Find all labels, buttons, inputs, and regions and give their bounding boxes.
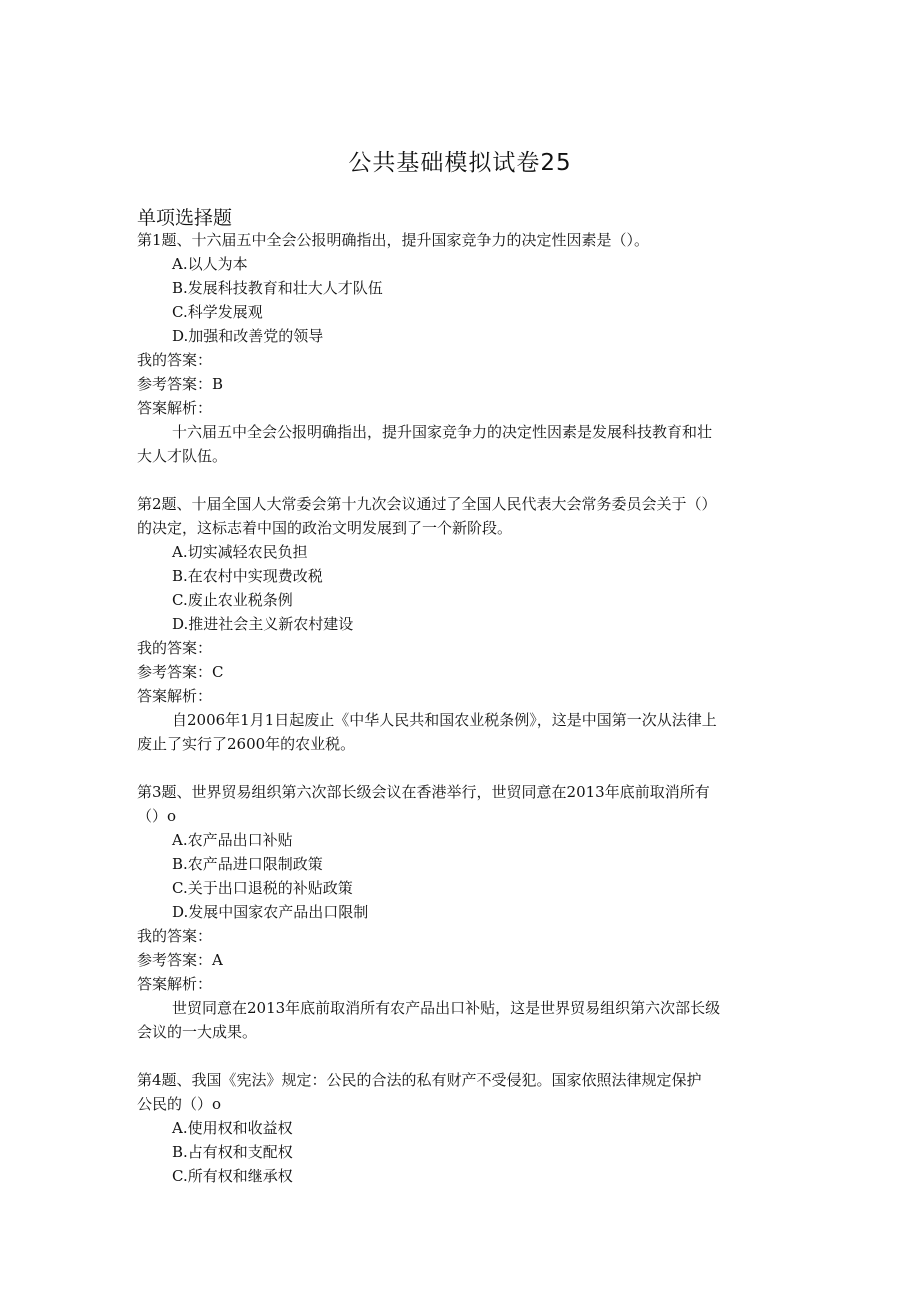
option-b: B.在农村中实现费改税 xyxy=(172,567,323,585)
page-title: 公共基础模拟试卷25 xyxy=(348,150,572,176)
explanation-text-cont: 会议的一大成果。 xyxy=(137,1023,258,1041)
my-answer-label: 我的答案： xyxy=(137,351,213,369)
explanation-label: 答案解析： xyxy=(137,399,213,417)
explanation-label: 答案解析： xyxy=(137,975,213,993)
reference-answer-value: B xyxy=(212,375,224,393)
explanation-text: 自2006年1月1日起废止《中华人民共和国农业税条例》，这是中国第一次从法律上 xyxy=(172,711,717,729)
question-list xyxy=(137,228,787,1212)
question-4 xyxy=(137,1068,787,1188)
reference-answer xyxy=(137,372,787,396)
reference-answer-label: 参考答案： xyxy=(137,663,213,681)
reference-answer xyxy=(137,660,787,684)
question-stem-cont: 的决定，这标志着中国的政治文明发展到了一个新阶段。 xyxy=(137,519,513,537)
reference-answer-label: 参考答案： xyxy=(137,375,213,393)
reference-answer-label: 参考答案： xyxy=(137,951,213,969)
option-c: C.科学发展观 xyxy=(172,303,263,321)
option-a: A.以人为本 xyxy=(172,255,248,273)
reference-answer xyxy=(137,948,787,972)
my-answer-label: 我的答案： xyxy=(137,927,213,945)
explanation-text-cont: 大人才队伍。 xyxy=(137,447,228,465)
question-stem: 第1题、十六届五中全会公报明确指出，提升国家竞争力的决定性因素是（）。 xyxy=(137,231,650,249)
option-d: D.推进社会主义新农村建设 xyxy=(172,615,354,633)
question-stem: 第4题、我国《宪法》规定：公民的合法的私有财产不受侵犯。国家依照法律规定保护 xyxy=(137,1071,702,1089)
explanation-label: 答案解析： xyxy=(137,687,213,705)
option-b: B.发展科技教育和壮大人才队伍 xyxy=(172,279,383,297)
reference-answer-value: C xyxy=(212,663,224,681)
question-stem: 第3题、世界贸易组织第六次部长级会议在香港举行，世贸同意在2013年底前取消所有 xyxy=(137,783,710,801)
question-stem-cont: （）o xyxy=(137,807,177,825)
option-a: A.切实减轻农民负担 xyxy=(172,543,308,561)
option-d: D.发展中国家农产品出口限制 xyxy=(172,903,369,921)
option-b: B.占有权和支配权 xyxy=(172,1143,293,1161)
reference-answer-value: A xyxy=(212,951,223,969)
question-2 xyxy=(137,492,787,756)
question-3 xyxy=(137,780,787,1044)
question-stem-cont: 公民的（）o xyxy=(137,1095,222,1113)
question-stem: 第2题、十届全国人大常委会第十九次会议通过了全国人民代表大会常务委员会关于（） xyxy=(137,495,717,513)
option-a: A.使用权和收益权 xyxy=(172,1119,293,1137)
option-c: C.关于出口退税的补贴政策 xyxy=(172,879,353,897)
option-d: D.加强和改善党的领导 xyxy=(172,327,324,345)
explanation-text: 世贸同意在2013年底前取消所有农产品出口补贴，这是世界贸易组织第六次部长级 xyxy=(172,999,721,1017)
explanation-text-cont: 废止了实行了2600年的农业税。 xyxy=(137,735,356,753)
explanation-text: 十六届五中全会公报明确指出，提升国家竞争力的决定性因素是发展科技教育和壮 xyxy=(172,423,713,441)
option-c: C.所有权和继承权 xyxy=(172,1167,293,1185)
question-1 xyxy=(137,228,787,468)
section-heading: 单项选择题 xyxy=(137,207,233,229)
option-c: C.废止农业税条例 xyxy=(172,591,293,609)
option-a: A.农产品出口补贴 xyxy=(172,831,293,849)
option-b: B.农产品进口限制政策 xyxy=(172,855,323,873)
my-answer-label: 我的答案： xyxy=(137,639,213,657)
